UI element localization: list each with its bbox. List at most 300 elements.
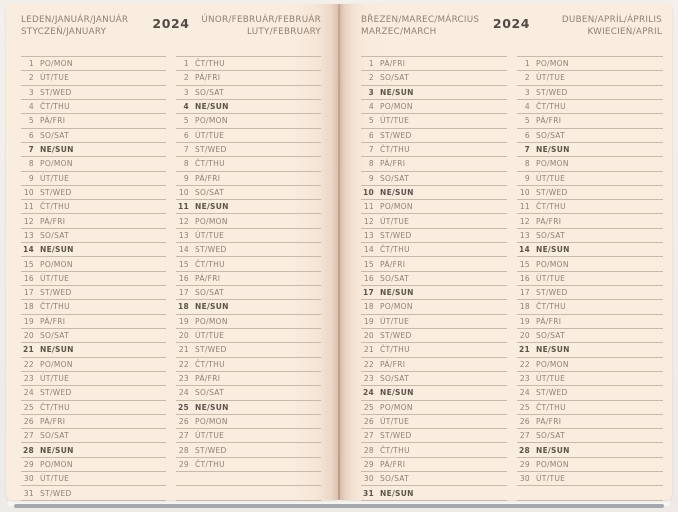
day-row [361,86,507,100]
day-row [517,343,663,357]
weekday-label: ČT/THU [40,202,70,212]
day-row [517,86,663,100]
day-row [517,300,663,314]
day-row [361,100,507,114]
day-number: 17 [178,288,189,298]
day-row [361,343,507,357]
day-number: 20 [363,331,374,341]
day-row [176,415,321,429]
day-row [361,71,507,85]
day-row [517,257,663,271]
day-number: 24 [178,388,189,398]
month-column-january [21,56,166,501]
day-row [361,200,507,214]
day-number: 7 [183,145,189,155]
weekday-label: ST/WED [380,431,412,441]
weekday-label: PO/MON [536,59,569,69]
day-number: 13 [178,230,189,240]
weekday-label: SO/SAT [380,173,410,183]
weekday-label: PÁ/FRI [380,159,406,169]
day-row [176,143,321,157]
day-number: 28 [363,445,374,455]
empty-row [176,472,321,486]
day-row [361,386,507,400]
day-row [176,129,321,143]
weekday-label: ST/WED [380,331,412,341]
day-row [21,372,166,386]
weekday-label: PO/MON [40,359,73,369]
day-number: 28 [518,445,530,455]
day-row [517,229,663,243]
weekday-label: ČT/THU [536,302,566,312]
day-number: 1 [524,59,530,69]
day-row [517,472,663,486]
day-row [361,458,507,472]
day-row [176,272,321,286]
day-row [176,429,321,443]
day-row [517,286,663,300]
day-number: 1 [368,59,374,69]
day-number: 15 [178,259,189,269]
day-number: 3 [183,87,189,97]
weekday-label: PÁ/FRI [40,116,66,126]
day-number: 23 [23,374,34,384]
month-title-april [530,15,662,38]
weekday-label: NE/SUN [195,402,229,412]
day-number: 7 [524,145,530,155]
weekday-label: NE/SUN [195,102,229,112]
weekday-label: ST/WED [40,87,72,97]
day-number: 31 [23,488,34,498]
day-row [517,401,663,415]
day-number: 8 [183,159,189,169]
weekday-label: ÚT/TUE [380,216,410,226]
page-right-header [340,4,672,54]
day-number: 10 [178,187,189,197]
day-number: 16 [519,273,530,283]
day-number: 12 [23,216,34,226]
weekday-label: PO/MON [380,302,413,312]
day-row [517,386,663,400]
weekday-label: ČT/THU [195,359,225,369]
day-number: 20 [519,331,530,341]
weekday-label: ST/WED [195,445,227,455]
weekday-label: ÚT/TUE [195,130,225,140]
day-number: 2 [28,73,34,83]
weekday-label: NE/SUN [40,445,74,455]
day-number: 20 [178,331,189,341]
day-row [21,386,166,400]
day-number: 16 [363,273,374,283]
day-number: 1 [183,59,189,69]
month-title-line: STYCZEŃ/JANUARY [21,26,107,37]
weekday-label: SO/SAT [40,230,70,240]
month-title-line: BŘEZEN/MAREC/MÁRCIUS [361,15,480,25]
day-row [361,486,507,500]
month-title-line: DUBEN/APRÍL/ÁPRILIS [561,15,663,25]
day-number: 17 [362,288,374,298]
day-number: 21 [22,345,34,355]
day-row [176,315,321,329]
day-number: 23 [178,374,189,384]
day-number: 19 [363,316,374,326]
weekday-label: SO/SAT [536,230,566,240]
day-number: 5 [368,116,374,126]
month-title-line: LUTY/FEBRUARY [247,26,322,37]
weekday-label: ČT/THU [40,402,70,412]
day-row [176,86,321,100]
weekday-label: PÁ/FRI [380,59,406,69]
weekday-label: PÁ/FRI [40,216,66,226]
weekday-label: ÚT/TUE [536,374,566,384]
day-number: 9 [368,173,374,183]
weekday-label: ÚT/TUE [40,73,70,83]
weekday-label: SO/SAT [195,388,225,398]
day-number: 26 [178,416,189,426]
day-row [517,358,663,372]
page-left-columns [6,56,338,501]
day-row [176,100,321,114]
weekday-label: ST/WED [40,187,72,197]
day-number: 19 [178,316,189,326]
weekday-label: ČT/THU [195,159,225,169]
day-row [176,329,321,343]
month-column-march [361,56,507,501]
day-number: 15 [23,259,34,269]
weekday-label: SO/SAT [380,273,410,283]
day-number: 6 [183,130,189,140]
weekday-label: SO/SAT [40,331,70,341]
day-number: 21 [363,345,374,355]
weekday-label: PO/MON [380,402,413,412]
day-row [21,443,166,457]
day-number: 9 [183,173,189,183]
weekday-label: SO/SAT [40,431,70,441]
day-number: 18 [177,302,189,312]
weekday-label: PO/MON [195,116,228,126]
day-number: 3 [368,87,374,97]
weekday-label: ÚT/TUE [380,316,410,326]
day-row [21,286,166,300]
day-number: 26 [23,416,34,426]
day-row [176,257,321,271]
weekday-label: ÚT/TUE [536,173,566,183]
day-number: 16 [23,273,34,283]
day-row [517,372,663,386]
day-row [517,143,663,157]
day-row [176,229,321,243]
day-row [21,143,166,157]
day-number: 18 [519,302,530,312]
weekday-label: PO/MON [380,202,413,212]
day-number: 27 [519,431,530,441]
day-row [176,458,321,472]
day-number: 30 [23,474,34,484]
day-row [21,157,166,171]
weekday-label: ČT/THU [195,59,225,69]
weekday-label: ST/WED [536,187,568,197]
day-row [517,443,663,457]
day-number: 29 [178,459,189,469]
weekday-label: SO/SAT [195,87,225,97]
page-right [340,4,672,500]
day-row [517,243,663,257]
weekday-label: SO/SAT [195,187,225,197]
day-number: 29 [519,459,530,469]
month-title-line: KWIECIEŃ/APRIL [587,26,663,37]
day-number: 2 [368,73,374,83]
weekday-label: NE/SUN [40,345,74,355]
weekday-label: ÚT/TUE [40,173,70,183]
day-row [176,186,321,200]
day-row [21,229,166,243]
day-number: 4 [524,102,530,112]
day-row [517,114,663,128]
day-row [21,401,166,415]
weekday-label: ÚT/TUE [380,116,410,126]
day-number: 6 [28,130,34,140]
weekday-label: NE/SUN [380,488,414,498]
day-row [517,57,663,71]
day-number: 5 [183,116,189,126]
day-row [361,157,507,171]
weekday-label: PÁ/FRI [40,316,66,326]
empty-row [517,486,663,500]
day-row [21,114,166,128]
day-number: 4 [183,102,189,112]
weekday-label: ST/WED [40,488,72,498]
weekday-label: PÁ/FRI [536,116,562,126]
day-row [176,200,321,214]
day-row [361,172,507,186]
weekday-label: ČT/THU [195,459,225,469]
day-number: 22 [519,359,530,369]
day-number: 6 [524,130,530,140]
day-number: 5 [524,116,530,126]
day-number: 27 [363,431,374,441]
day-number: 4 [368,102,374,112]
day-row [21,57,166,71]
day-number: 15 [519,259,530,269]
month-title-march [361,15,493,38]
day-number: 13 [363,230,374,240]
weekday-label: ČT/THU [40,102,70,112]
day-number: 7 [368,145,374,155]
day-row [517,129,663,143]
day-number: 27 [178,431,189,441]
day-number: 8 [28,159,34,169]
day-row [361,286,507,300]
day-row [361,401,507,415]
day-row [517,329,663,343]
weekday-label: SO/SAT [536,130,566,140]
weekday-label: ST/WED [536,288,568,298]
day-row [21,172,166,186]
weekday-label: ST/WED [195,345,227,355]
month-column-april [517,56,663,501]
day-number: 11 [519,202,530,212]
day-row [21,214,166,228]
day-number: 10 [519,187,530,197]
day-row [517,100,663,114]
day-row [21,300,166,314]
day-row [361,415,507,429]
weekday-label: ČT/THU [380,245,410,255]
day-number: 23 [363,374,374,384]
day-row [361,372,507,386]
weekday-label: SO/SAT [195,288,225,298]
weekday-label: NE/SUN [536,145,570,155]
day-row [361,129,507,143]
weekday-label: NE/SUN [40,245,74,255]
weekday-label: NE/SUN [380,388,414,398]
day-row [21,86,166,100]
weekday-label: ČT/THU [380,145,410,155]
weekday-label: ÚT/TUE [536,474,566,484]
day-row [361,257,507,271]
day-row [517,272,663,286]
day-row [176,343,321,357]
day-row [361,114,507,128]
weekday-label: ÚT/TUE [195,331,225,341]
weekday-label: PÁ/FRI [536,316,562,326]
weekday-label: NE/SUN [536,345,570,355]
weekday-label: PO/MON [380,102,413,112]
month-title-january [21,15,152,38]
day-number: 10 [362,187,374,197]
day-row [517,157,663,171]
weekday-label: ÚT/TUE [380,416,410,426]
weekday-label: ÚT/TUE [536,273,566,283]
weekday-label: PO/MON [40,159,73,169]
day-row [176,172,321,186]
day-number: 18 [363,302,374,312]
day-row [176,214,321,228]
day-row [176,286,321,300]
weekday-label: SO/SAT [380,73,410,83]
day-row [176,157,321,171]
day-row [21,200,166,214]
day-row [517,200,663,214]
weekday-label: PO/MON [536,459,569,469]
weekday-label: PO/MON [40,259,73,269]
day-number: 15 [363,259,374,269]
day-row [21,315,166,329]
day-row [517,71,663,85]
day-row [21,186,166,200]
day-row [21,458,166,472]
day-number: 18 [23,302,34,312]
weekday-label: NE/SUN [40,145,74,155]
weekday-label: ČT/THU [40,302,70,312]
day-number: 16 [178,273,189,283]
day-row [176,386,321,400]
day-row [361,229,507,243]
weekday-label: PO/MON [195,416,228,426]
year-label: 2024 [492,16,531,31]
day-number: 14 [363,245,374,255]
year-label: 2024 [152,16,190,31]
day-row [361,57,507,71]
day-number: 12 [178,216,189,226]
weekday-label: ÚT/TUE [195,230,225,240]
weekday-label: PÁ/FRI [195,374,221,384]
month-column-february [176,56,321,501]
day-row [176,300,321,314]
day-number: 28 [22,445,34,455]
weekday-label: ST/WED [40,388,72,398]
day-number: 26 [363,416,374,426]
day-number: 21 [178,345,189,355]
weekday-label: ČT/THU [195,259,225,269]
day-number: 11 [23,202,34,212]
day-number: 17 [519,288,530,298]
weekday-label: PÁ/FRI [195,173,221,183]
weekday-label: ÚT/TUE [40,474,70,484]
day-number: 24 [23,388,34,398]
day-number: 7 [28,145,34,155]
day-row [176,358,321,372]
day-number: 9 [28,173,34,183]
day-number: 22 [363,359,374,369]
page-right-columns [340,56,672,501]
weekday-label: ST/WED [380,130,412,140]
weekday-label: NE/SUN [536,445,570,455]
weekday-label: PÁ/FRI [195,73,221,83]
day-number: 22 [178,359,189,369]
page-left-header [6,4,338,54]
weekday-label: NE/SUN [536,245,570,255]
day-row [21,71,166,85]
weekday-label: PÁ/FRI [536,416,562,426]
weekday-label: NE/SUN [380,288,414,298]
weekday-label: PÁ/FRI [195,273,221,283]
day-row [517,214,663,228]
day-row [21,472,166,486]
weekday-label: PO/MON [195,216,228,226]
day-row [176,401,321,415]
day-row [361,358,507,372]
day-row [176,372,321,386]
day-number: 28 [178,445,189,455]
weekday-label: PO/MON [40,59,73,69]
day-row [361,143,507,157]
day-number: 25 [519,402,530,412]
day-row [361,300,507,314]
day-number: 31 [362,488,374,498]
day-number: 30 [519,474,530,484]
day-number: 26 [519,416,530,426]
day-row [361,214,507,228]
day-row [361,472,507,486]
month-title-line: MARZEC/MARCH [361,26,437,37]
day-number: 6 [368,130,374,140]
day-number: 8 [368,159,374,169]
weekday-label: SO/SAT [380,374,410,384]
weekday-label: SO/SAT [536,331,566,341]
day-number: 4 [28,102,34,112]
day-number: 24 [362,388,374,398]
day-row [176,71,321,85]
day-number: 11 [177,202,189,212]
day-number: 25 [177,402,189,412]
day-number: 11 [363,202,374,212]
day-row [361,186,507,200]
day-number: 19 [519,316,530,326]
weekday-label: NE/SUN [380,87,414,97]
day-row [21,329,166,343]
weekday-label: PÁ/FRI [380,459,406,469]
